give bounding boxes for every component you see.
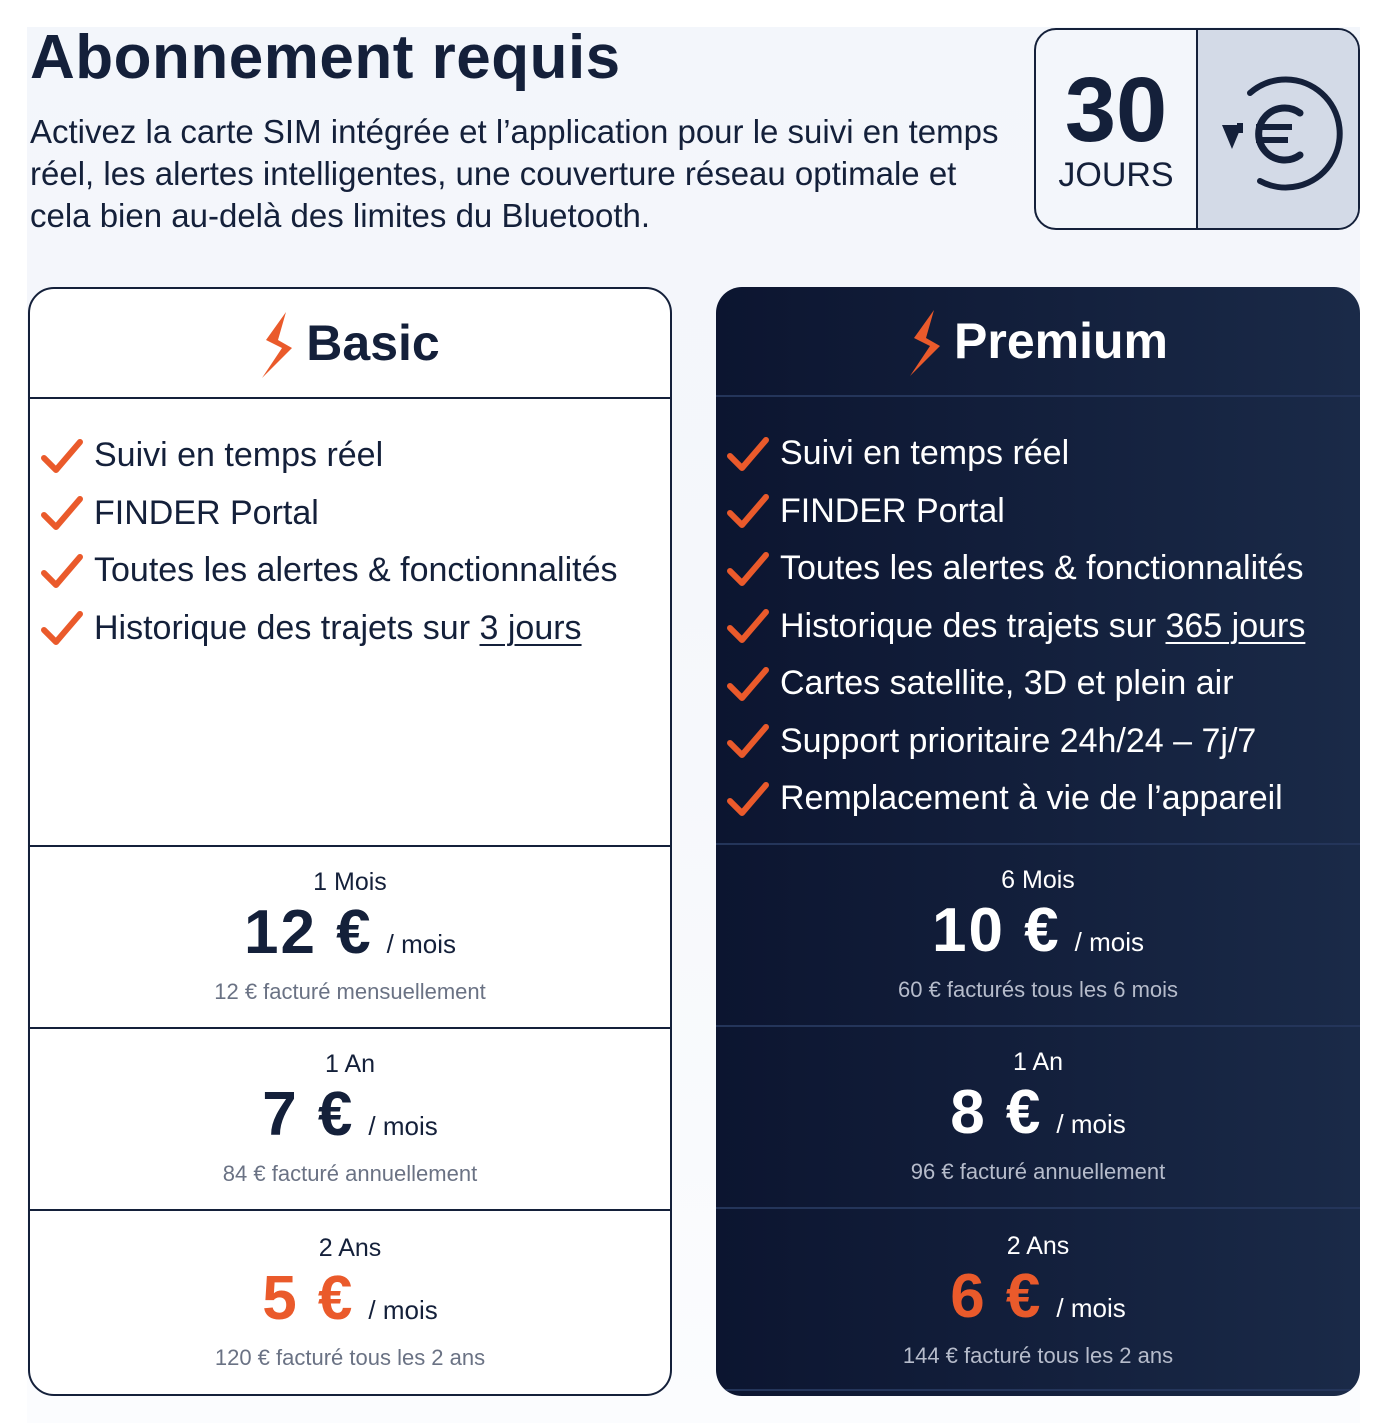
check-icon: [40, 608, 84, 648]
feature-item: [726, 425, 1360, 483]
page-description: Activez la carte SIM intégrée et l’application pour le suivi en temps réel, les alertes intelligentes, une couverture réseau optimale et cela bien au-delà des limites du Bluetooth.: [30, 113, 999, 234]
plan-name: Premium: [954, 313, 1168, 369]
plan-price: 7 €: [262, 1080, 355, 1149]
basic-price-option-monthly[interactable]: [30, 847, 670, 1029]
check-icon: [726, 664, 770, 704]
plan-period: 1 Mois: [313, 868, 387, 896]
feature-text: FINDER Portal: [94, 493, 319, 532]
plan-billing-note: 12 € facturé mensuellement: [214, 979, 486, 1004]
plan-billing-note: 144 € facturé tous les 2 ans: [902, 1343, 1174, 1368]
premium-plan-card: [716, 287, 1360, 1396]
price-row: [950, 1079, 1126, 1147]
basic-plan-card: [28, 287, 672, 1396]
feature-item: [726, 713, 1360, 771]
price-row: [262, 1265, 438, 1333]
feature-item: [726, 770, 1360, 828]
feature-item: [40, 427, 670, 485]
plan-period: 2 Ans: [1006, 1232, 1070, 1260]
feature-text: Toutes les alertes & fonctionnalités: [94, 551, 618, 590]
feature-item: [726, 483, 1360, 541]
brand-logo-icon: [908, 308, 948, 378]
price-row: [244, 899, 456, 967]
history-duration-link[interactable]: 3 jours: [479, 608, 582, 647]
page-title: Abonnement requis: [30, 23, 621, 92]
feature-item: [726, 540, 1360, 598]
plan-price: 8 €: [950, 1078, 1043, 1147]
premium-price-option-two-years[interactable]: [716, 1209, 1360, 1391]
plan-per-unit: / mois: [368, 1111, 438, 1141]
plan-per-unit: / mois: [386, 929, 456, 959]
premium-price-option-six-months[interactable]: [716, 845, 1360, 1027]
feature-item: [40, 542, 670, 600]
feature-item: [726, 655, 1360, 713]
basic-plan-header: [30, 289, 670, 399]
check-icon: [726, 491, 770, 531]
feature-item: [726, 598, 1360, 656]
plan-price: 5 €: [262, 1264, 355, 1333]
feature-text: Suivi en temps réel: [780, 434, 1070, 473]
basic-price-option-two-years[interactable]: [30, 1211, 670, 1393]
plan-per-unit: / mois: [1056, 1293, 1126, 1323]
money-back-guarantee-badge: [1034, 28, 1360, 230]
plan-period: 1 An: [1012, 1048, 1064, 1076]
price-row: [932, 897, 1144, 965]
plan-period: 1 An: [324, 1050, 376, 1078]
plan-per-unit: / mois: [368, 1295, 438, 1325]
plan-period: 2 Ans: [318, 1234, 382, 1262]
check-icon: [726, 549, 770, 589]
feature-text: FINDER Portal: [780, 491, 1005, 530]
price-row: [262, 1081, 438, 1149]
check-icon: [40, 436, 84, 476]
premium-feature-list: [716, 397, 1360, 845]
plan-price: 12 €: [243, 898, 373, 967]
feature-text: Support prioritaire 24h/24 – 7j/7: [780, 721, 1257, 760]
check-icon: [40, 493, 84, 533]
feature-text: Suivi en temps réel: [94, 436, 384, 475]
feature-text: Cartes satellite, 3D et plein air: [780, 664, 1234, 703]
feature-text: Remplacement à vie de l’appareil: [780, 779, 1283, 818]
feature-text-prefix: Historique des trajets sur: [94, 608, 480, 647]
euro-refund-icon: [1198, 30, 1358, 228]
basic-feature-list: [30, 399, 670, 847]
feature-text-prefix: Historique des trajets sur: [780, 606, 1166, 645]
plan-billing-note: 120 € facturé tous les 2 ans: [214, 1345, 486, 1370]
feature-item: [40, 485, 670, 543]
guarantee-unit: JOURS: [1058, 156, 1174, 194]
check-icon: [40, 551, 84, 591]
premium-plan-header: [716, 287, 1360, 397]
feature-text: Toutes les alertes & fonctionnalités: [780, 549, 1304, 588]
history-duration-link[interactable]: 365 jours: [1165, 606, 1306, 645]
guarantee-number: 30: [1064, 59, 1168, 161]
plan-billing-note: 96 € facturé annuellement: [910, 1159, 1166, 1184]
check-icon: [726, 779, 770, 819]
check-icon: [726, 721, 770, 761]
plan-billing-note: 84 € facturé annuellement: [222, 1161, 478, 1186]
plan-per-unit: / mois: [1056, 1109, 1126, 1139]
plan-billing-note: 60 € facturés tous les 6 mois: [897, 977, 1179, 1002]
feature-text: [780, 607, 1305, 646]
price-row: [950, 1263, 1126, 1331]
plan-per-unit: / mois: [1074, 927, 1144, 957]
plan-period: 6 Mois: [1001, 866, 1075, 894]
check-icon: [726, 606, 770, 646]
check-icon: [726, 434, 770, 474]
plan-price: 6 €: [950, 1262, 1043, 1331]
basic-price-option-yearly[interactable]: [30, 1029, 670, 1211]
guarantee-days: [1036, 30, 1198, 228]
feature-text: [94, 609, 582, 648]
feature-item: [40, 600, 670, 658]
premium-price-option-yearly[interactable]: [716, 1027, 1360, 1209]
brand-logo-icon: [260, 310, 300, 380]
plan-name: Basic: [306, 315, 440, 371]
plan-price: 10 €: [931, 896, 1061, 965]
